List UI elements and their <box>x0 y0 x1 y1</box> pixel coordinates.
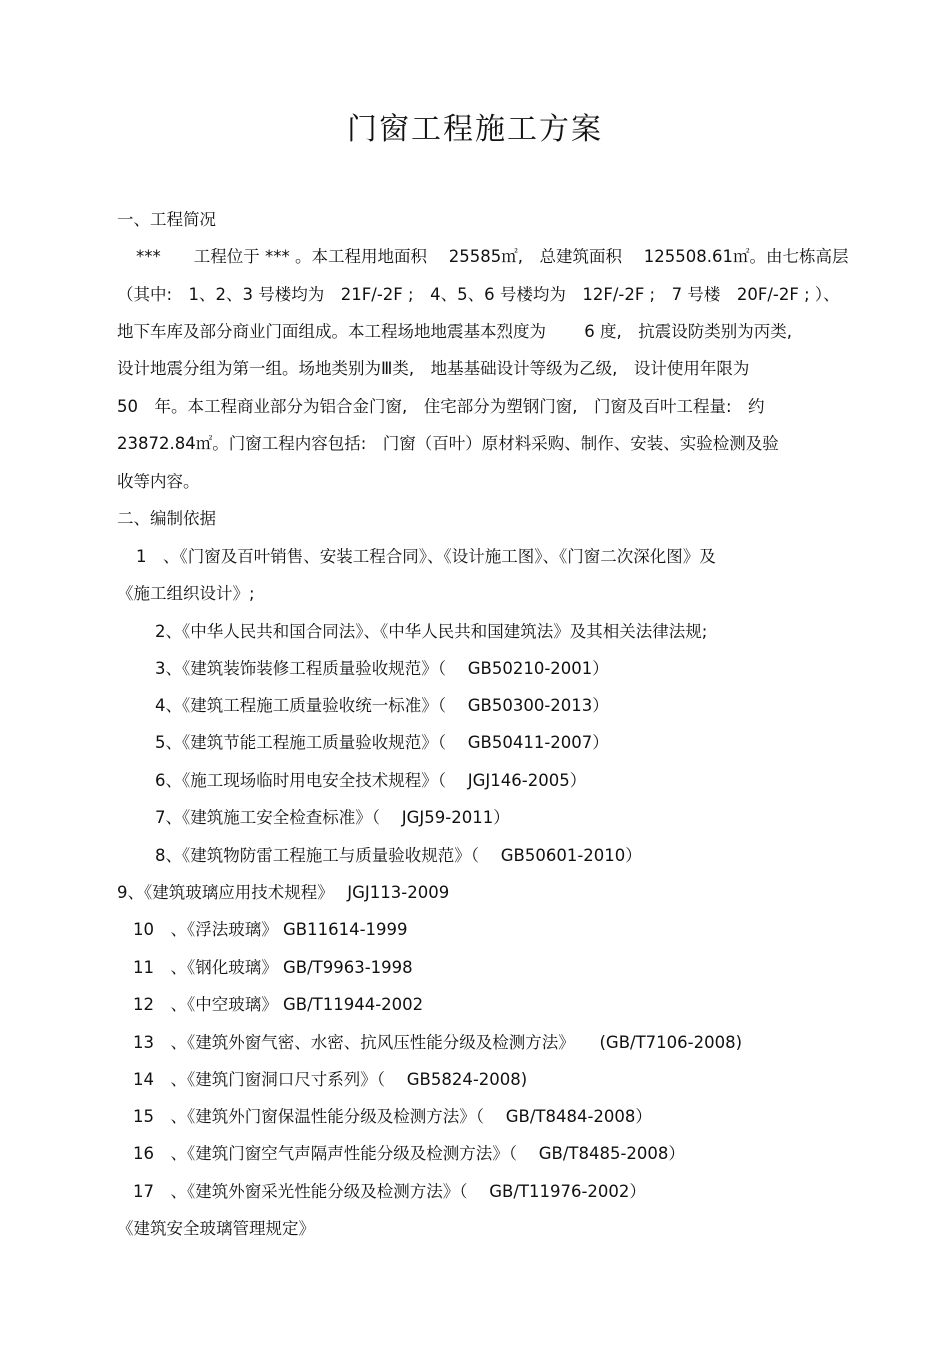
basis-item: 14 、《建筑门窗洞口尺寸系列》（ GB5824-2008) <box>133 1070 528 1089</box>
basis-item: 《建筑安全玻璃管理规定》 <box>117 1219 315 1238</box>
basis-item: 12 、《中空玻璃》 GB/T11944-2002 <box>133 995 424 1014</box>
basis-item: 7、《建筑施工安全检查标准》（ JGJ59-2011） <box>155 808 510 827</box>
overview-line: 设计地震分组为第一组。场地类别为Ⅲ类, 地基基础设计等级为乙级, 设计使用年限为 <box>117 359 750 378</box>
basis-item: 《施工组织设计》; <box>117 584 255 603</box>
basis-item: 16 、《建筑门窗空气声隔声性能分级及检测方法》（ GB/T8485-2008） <box>133 1144 685 1163</box>
overview-line: 23872.84㎡。门窗工程内容包括: 门窗（百叶）原材料采购、制作、安装、实验检测及验 <box>117 434 779 453</box>
section-heading-basis: 二、编制依据 <box>117 509 216 528</box>
basis-item: 5、《建筑节能工程施工质量验收规范》（ GB50411-2007） <box>155 733 609 752</box>
basis-item: 15 、《建筑外门窗保温性能分级及检测方法》（ GB/T8484-2008） <box>133 1107 652 1126</box>
basis-item: 17 、《建筑外窗采光性能分级及检测方法》（ GB/T11976-2002） <box>133 1182 646 1201</box>
basis-item: 2、《中华人民共和国合同法》、《中华人民共和国建筑法》及其相关法律法规; <box>155 622 708 641</box>
overview-line: 地下车库及部分商业门面组成。本工程场地地震基本烈度为 6 度, 抗震设防类别为丙类, <box>117 322 792 341</box>
basis-item: 10 、《浮法玻璃》 GB11614-1999 <box>133 920 408 939</box>
basis-item: 6、《施工现场临时用电安全技术规程》（ JGJ146-2005） <box>155 771 587 790</box>
basis-item: 3、《建筑装饰装修工程质量验收规范》（ GB50210-2001） <box>155 659 609 678</box>
basis-item: 8、《建筑物防雷工程施工与质量验收规范》（ GB50601-2010） <box>155 846 642 865</box>
overview-line: *** 工程位于 *** 。本工程用地面积 25585㎡, 总建筑面积 125508.61㎡。由七栋高层 <box>136 247 849 266</box>
basis-item: 9、《建筑玻璃应用技术规程》 JGJ113-2009 <box>117 883 450 902</box>
section-heading-overview: 一、工程简况 <box>117 210 216 229</box>
basis-item: 13 、《建筑外窗气密、水密、抗风压性能分级及检测方法》 (GB/T7106-2008) <box>133 1033 743 1052</box>
page-title: 门窗工程施工方案 <box>347 112 603 147</box>
overview-line: （其中: 1、2、3 号楼均为 21F/-2F ; 4、5、6 号楼均为 12F/-2F ; 7 号楼 20F/-2F ; ）、 <box>117 285 840 304</box>
basis-item: 1 、《门窗及百叶销售、安装工程合同》、《设计施工图》、《门窗二次深化图》及 <box>136 547 716 566</box>
basis-item: 4、《建筑工程施工质量验收统一标准》（ GB50300-2013） <box>155 696 609 715</box>
basis-item: 11 、《钢化玻璃》 GB/T9963-1998 <box>133 958 413 977</box>
overview-line: 收等内容。 <box>117 472 200 491</box>
overview-line: 50 年。本工程商业部分为铝合金门窗, 住宅部分为塑钢门窗, 门窗及百叶工程量: 约 <box>117 397 765 416</box>
